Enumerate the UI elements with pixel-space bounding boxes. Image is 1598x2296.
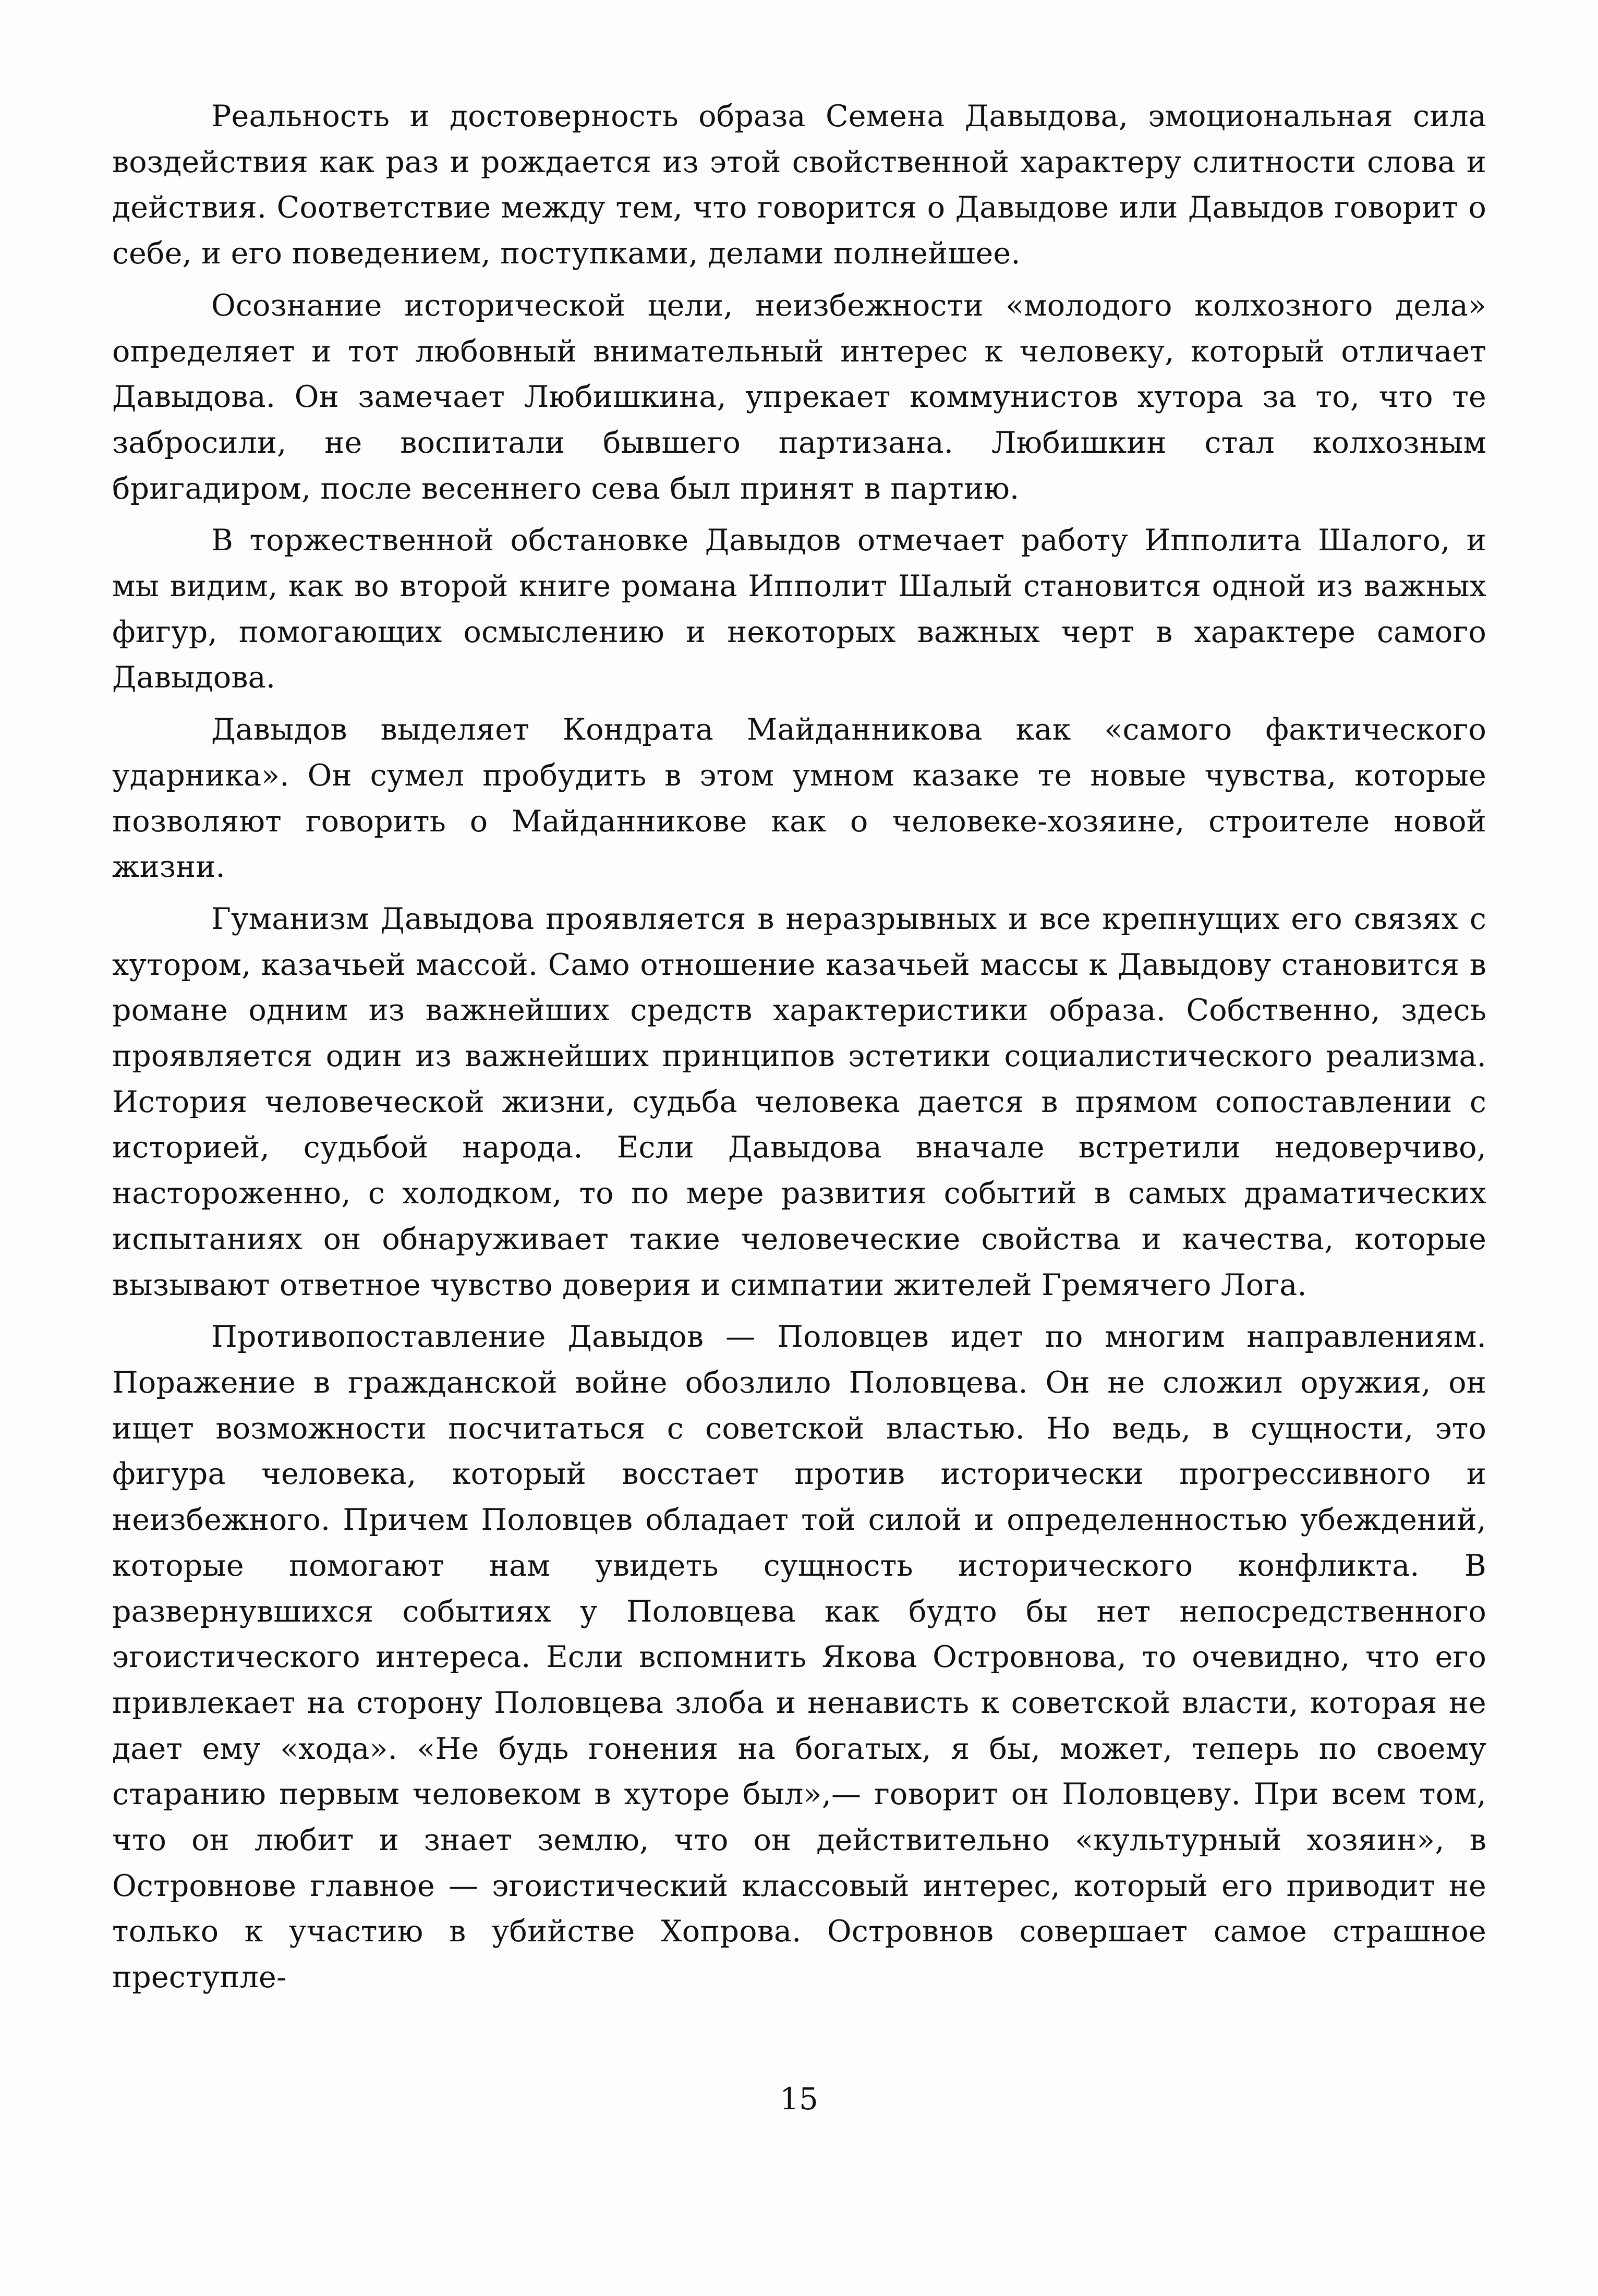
- paragraph-4: Давыдов выделяет Кондрата Майданникова как «самого фактического ударника». Он сумел пробудить в этом умном казаке те новые чувства, которые позволяют говорить о Майданникове как о человеке-хозяине, строителе новой жизни.: [112, 712, 1486, 885]
- paragraph-1: Реальность и достоверность образа Семена Давыдова, эмоциональная сила воздействия как раз и рождается из этой свойственной характеру слитности слова и действия. Соответствие между тем, что говорится о Давыдове или Давыдов говорит о себе, и его поведением, поступками, делами полнейшее.: [112, 99, 1486, 271]
- paragraph-6: Противопоставление Давыдов — Половцев идет по многим направлениям. Поражение в гражданской войне обозлило Половцева. Он не сложил оружия, он ищет возможности посчитаться с советской властью. Но ведь, в сущности, это фигура человека, который восстает против исторически прогрессивного и неизбежного. Причем Половцев обладает той силой и определенностью убеждений, которые помогают нам увидеть сущность исторического конфликта. В развернувшихся событиях у Половцева как будто бы нет непосредственного эгоистического интереса. Если вспомнить Якова Островнова, то очевидно, что его привлекает на сторону Половцева злоба и ненависть к советской власти, которая не дает ему «хода». «Не будь гонения на богатых, я бы, может, теперь по своему старанию первым человеком в хуторе был»,— говорит он Половцеву. При всем том, что он любит и знает землю, что он действительно «культурный хозяин», в Островнове главное — эгоистический классовый интерес, который его приводит не только к участию в убийстве Хопрова. Островнов совершает самое страшное преступле-: [112, 1320, 1486, 1995]
- paragraph-2: Осознание исторической цели, неизбежности «молодого колхозного дела» определяет и тот любовный внимательный интерес к человеку, который отличает Давыдова. Он замечает Любишкина, упрекает коммунистов хутора за то, что те забросили, не воспитали бывшего партизана. Любишкин стал колхозным бригадиром, после весеннего сева был принят в партию.: [112, 288, 1486, 506]
- body-text: [112, 94, 1486, 2007]
- page-number: 15: [780, 2081, 818, 2117]
- paragraph-3: В торжественной обстановке Давыдов отмечает работу Ипполита Шалого, и мы видим, как во второй книге романа Ипполит Шалый становится одной из важных фигур, помогающих осмыслению и некоторых важных черт в характере самого Давыдова.: [112, 523, 1486, 695]
- paragraph-5: Гуманизм Давыдова проявляется в неразрывных и все крепнущих его связях с хутором, казачьей массой. Само отношение казачьей массы к Давыдову становится в романе одним из важнейших средств характеристики образа. Собственно, здесь проявляется один из важнейших принципов эстетики социалистического реализма. История человеческой жизни, судьба человека дается в прямом сопоставлении с историей, судьбой народа. Если Давыдова вначале встретили недоверчиво, настороженно, с холодком, то по мере развития событий в самых драматических испытаниях он обнаруживает такие человеческие свойства и качества, которые вызывают ответное чувство доверия и симпатии жителей Гремячего Лога.: [112, 901, 1486, 1302]
